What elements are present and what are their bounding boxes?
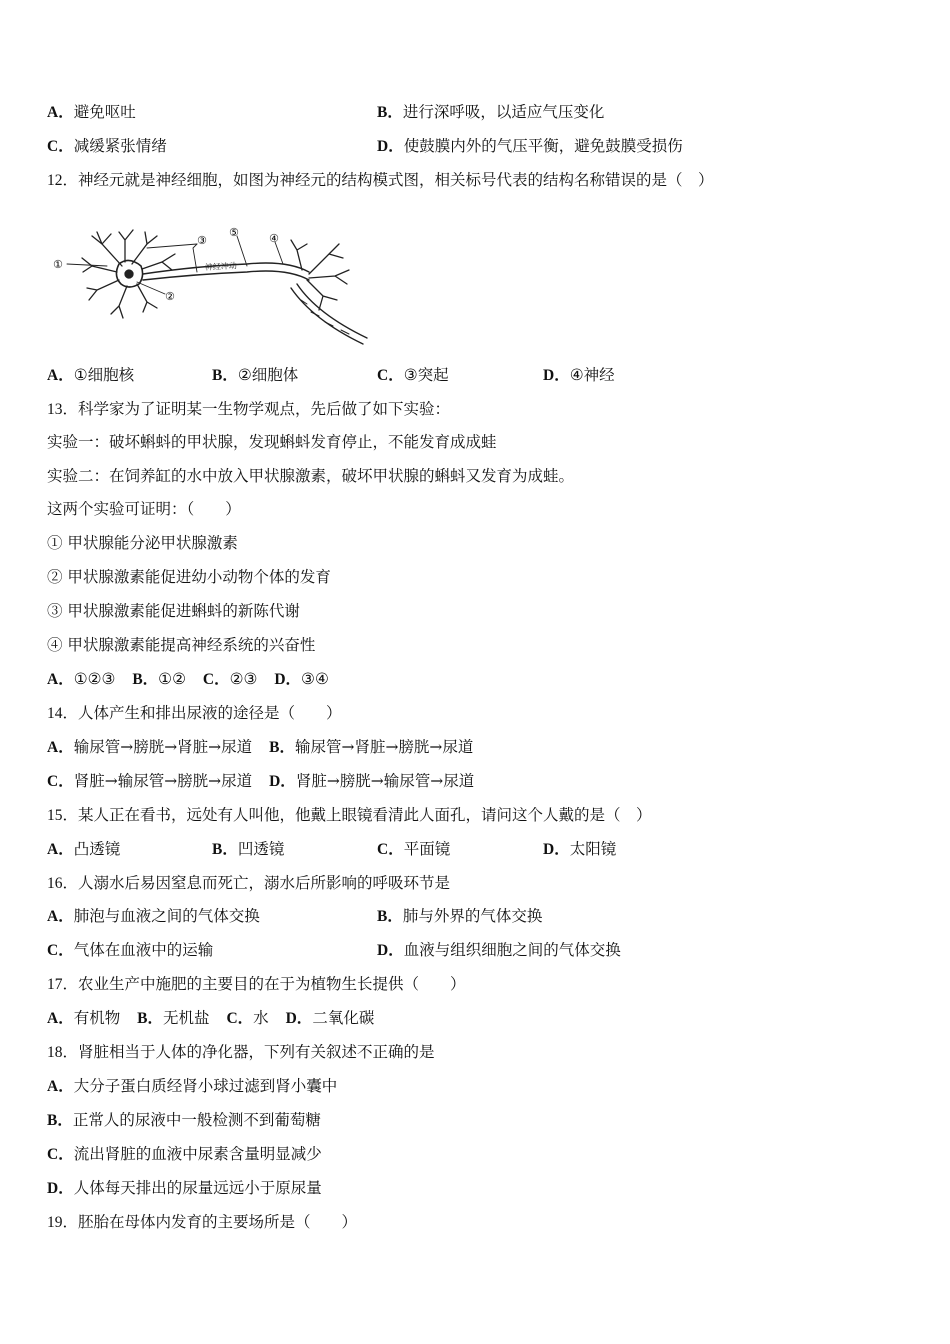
option-text: 凹透镜 bbox=[237, 840, 285, 858]
q11-option-a bbox=[47, 102, 136, 123]
option-text: ①细胞核 bbox=[73, 366, 135, 384]
option-letter: C． bbox=[47, 138, 74, 155]
option-text: 肺泡与血液之间的气体交换 bbox=[73, 907, 260, 925]
option-text: 肾脏→输尿管→膀胱→尿道 bbox=[73, 772, 253, 790]
label-5 bbox=[229, 226, 239, 239]
question-number: 16． bbox=[47, 875, 79, 892]
option-letter: C． bbox=[226, 1010, 254, 1027]
option-letter: D． bbox=[274, 671, 302, 688]
option-text: 肾脏→膀胱→输尿管→尿道 bbox=[295, 772, 475, 790]
option-letter: B． bbox=[377, 908, 403, 925]
q12-option-a bbox=[47, 365, 134, 386]
option-letter: D． bbox=[285, 1010, 313, 1027]
option-text: 二氧化碳 bbox=[312, 1009, 375, 1027]
q13-statement-1: ① 甲状腺能分泌甲状腺激素 bbox=[47, 534, 238, 552]
q18-option-a bbox=[47, 1076, 337, 1097]
q16-option-b bbox=[377, 906, 542, 927]
option-letter: D． bbox=[543, 367, 570, 384]
q13-stem bbox=[47, 399, 450, 420]
question-text: 人溺水后易因窒息而死亡，溺水后所影响的呼吸环节是 bbox=[78, 874, 451, 892]
option-letter: D． bbox=[377, 942, 404, 959]
q12-stem bbox=[47, 170, 714, 191]
question-text: 肾脏相当于人体的净化器，下列有关叙述不正确的是 bbox=[78, 1043, 435, 1061]
question-number: 15． bbox=[47, 807, 79, 824]
question-number: 19． bbox=[47, 1214, 79, 1231]
q12-option-d bbox=[543, 365, 615, 386]
option-text: 输尿管→肾脏→膀胱→尿道 bbox=[294, 738, 474, 756]
option-letter: A． bbox=[47, 671, 74, 688]
option-letter: B． bbox=[137, 1010, 163, 1027]
option-text: 进行深呼吸，以适应气压变化 bbox=[402, 103, 605, 121]
q16-option-d bbox=[377, 940, 621, 961]
q18-option-c bbox=[47, 1144, 322, 1165]
q15-option-d bbox=[543, 839, 616, 860]
option-text: 减缓紧张情绪 bbox=[73, 137, 167, 155]
option-text: 输尿管→膀胱→肾脏→尿道 bbox=[73, 738, 253, 756]
option-letter: A． bbox=[47, 1078, 74, 1095]
q19-stem bbox=[47, 1212, 357, 1233]
q15-option-c bbox=[377, 839, 450, 860]
q11-option-b bbox=[377, 102, 604, 123]
q14-options-cd bbox=[47, 771, 474, 792]
q13-exp1: 实验一：破坏蝌蚪的甲状腺，发现蝌蚪发育停止，不能发育成成蛙 bbox=[47, 433, 497, 451]
q15-option-b bbox=[212, 839, 284, 860]
q16-stem bbox=[47, 873, 450, 894]
option-letter: C． bbox=[377, 367, 404, 384]
option-text: 太阳镜 bbox=[569, 840, 617, 858]
option-text: 流出肾脏的血液中尿素含量明显减少 bbox=[73, 1145, 322, 1163]
q12-option-b bbox=[212, 365, 298, 386]
q18-option-d bbox=[47, 1178, 322, 1199]
option-letter: C． bbox=[47, 773, 74, 790]
q14-stem bbox=[47, 703, 342, 724]
diagram-label: ⑤ bbox=[229, 226, 239, 239]
option-text: ③④ bbox=[301, 670, 329, 688]
question-text: 农业生产中施肥的主要目的在于为植物生长提供（ ） bbox=[78, 975, 466, 993]
axon-text: 神经冲动 bbox=[204, 261, 238, 272]
option-text: 凸透镜 bbox=[73, 840, 121, 858]
option-text: 正常人的尿液中一般检测不到葡萄糖 bbox=[72, 1111, 321, 1129]
option-letter: B． bbox=[269, 739, 295, 756]
q18-option-b bbox=[47, 1110, 321, 1131]
neuron-diagram bbox=[47, 214, 377, 346]
label-3 bbox=[197, 234, 207, 247]
q12-option-c bbox=[377, 365, 449, 386]
option-letter: D． bbox=[47, 1180, 74, 1197]
option-text: 有机物 bbox=[73, 1009, 121, 1027]
question-number: 13． bbox=[47, 401, 79, 418]
q13-exp2: 实验二：在饲养缸的水中放入甲状腺激素，破坏甲状腺的蝌蚪又发育为成蛙。 bbox=[47, 467, 575, 485]
label-4 bbox=[269, 232, 279, 245]
option-letter: A． bbox=[47, 739, 74, 756]
question-text: 胚胎在母体内发育的主要场所是（ ） bbox=[78, 1213, 358, 1231]
option-letter: A． bbox=[47, 841, 74, 858]
diagram-label: ① bbox=[53, 258, 63, 271]
option-text: 气体在血液中的运输 bbox=[73, 941, 214, 959]
option-text: 人体每天排出的尿量远远小于原尿量 bbox=[73, 1179, 322, 1197]
option-text: 无机盐 bbox=[163, 1009, 210, 1027]
q11-option-c bbox=[47, 136, 167, 157]
label-1 bbox=[53, 258, 63, 271]
question-text: 科学家为了证明某一生物学观点，先后做了如下实验： bbox=[78, 400, 451, 418]
option-letter: C． bbox=[377, 841, 404, 858]
option-letter: D． bbox=[269, 773, 296, 790]
question-text: 神经元就是神经细胞，如图为神经元的结构模式图，相关标号代表的结构名称错误的是（ ） bbox=[78, 171, 714, 189]
option-text: 平面镜 bbox=[403, 840, 451, 858]
q13-prompt: 这两个实验可证明：（ ） bbox=[47, 500, 241, 518]
q15-stem bbox=[47, 805, 652, 826]
option-letter: C． bbox=[47, 1146, 74, 1163]
q15-option-a bbox=[47, 839, 120, 860]
option-text: 避免呕吐 bbox=[73, 103, 136, 121]
option-letter: A． bbox=[47, 367, 74, 384]
option-text: ①②③ bbox=[73, 670, 116, 688]
question-number: 12． bbox=[47, 172, 79, 189]
q16-option-c bbox=[47, 940, 213, 961]
q17-stem bbox=[47, 974, 466, 995]
diagram-label: ② bbox=[165, 290, 175, 303]
q13-statement-2: ② 甲状腺激素能促进幼小动物个体的发育 bbox=[47, 568, 331, 586]
q16-option-a bbox=[47, 906, 260, 927]
q17-options bbox=[47, 1008, 374, 1029]
option-text: ③突起 bbox=[403, 366, 449, 384]
diagram-label: ③ bbox=[197, 234, 207, 247]
option-letter: B． bbox=[377, 104, 403, 121]
q13-statement-3: ③ 甲状腺激素能促进蝌蚪的新陈代谢 bbox=[47, 602, 300, 620]
option-text: 使鼓膜内外的气压平衡，避免鼓膜受损伤 bbox=[403, 137, 683, 155]
option-letter: C． bbox=[202, 671, 230, 688]
question-text: 人体产生和排出尿液的途径是（ ） bbox=[78, 704, 342, 722]
option-letter: D． bbox=[377, 138, 404, 155]
option-text: ①② bbox=[158, 670, 186, 688]
question-text: 某人正在看书，远处有人叫他，他戴上眼镜看清此人面孔，请问这个人戴的是（ ） bbox=[78, 806, 652, 824]
q14-options-ab bbox=[47, 737, 473, 758]
option-text: 肺与外界的气体交换 bbox=[402, 907, 543, 925]
option-text: 血液与组织细胞之间的气体交换 bbox=[403, 941, 621, 959]
q11-option-d bbox=[377, 136, 683, 157]
label-2 bbox=[165, 290, 175, 303]
question-number: 14． bbox=[47, 705, 79, 722]
option-letter: B． bbox=[212, 367, 238, 384]
q18-stem bbox=[47, 1042, 435, 1063]
option-text: 水 bbox=[253, 1009, 269, 1027]
option-letter: A． bbox=[47, 1010, 74, 1027]
option-letter: B． bbox=[47, 1112, 73, 1129]
q13-options bbox=[47, 669, 329, 690]
option-text: ②细胞体 bbox=[237, 366, 299, 384]
option-letter: B． bbox=[212, 841, 238, 858]
option-text: ④神经 bbox=[569, 366, 615, 384]
option-letter: D． bbox=[543, 841, 570, 858]
question-number: 18． bbox=[47, 1044, 79, 1061]
option-letter: A． bbox=[47, 104, 74, 121]
option-letter: B． bbox=[132, 671, 159, 688]
option-letter: C． bbox=[47, 942, 74, 959]
question-number: 17． bbox=[47, 976, 79, 993]
option-letter: A． bbox=[47, 908, 74, 925]
option-text: 大分子蛋白质经肾小球过滤到肾小囊中 bbox=[73, 1077, 338, 1095]
q13-statement-4: ④ 甲状腺激素能提高神经系统的兴奋性 bbox=[47, 636, 316, 654]
diagram-label: ④ bbox=[269, 232, 279, 245]
option-text: ②③ bbox=[229, 670, 258, 688]
